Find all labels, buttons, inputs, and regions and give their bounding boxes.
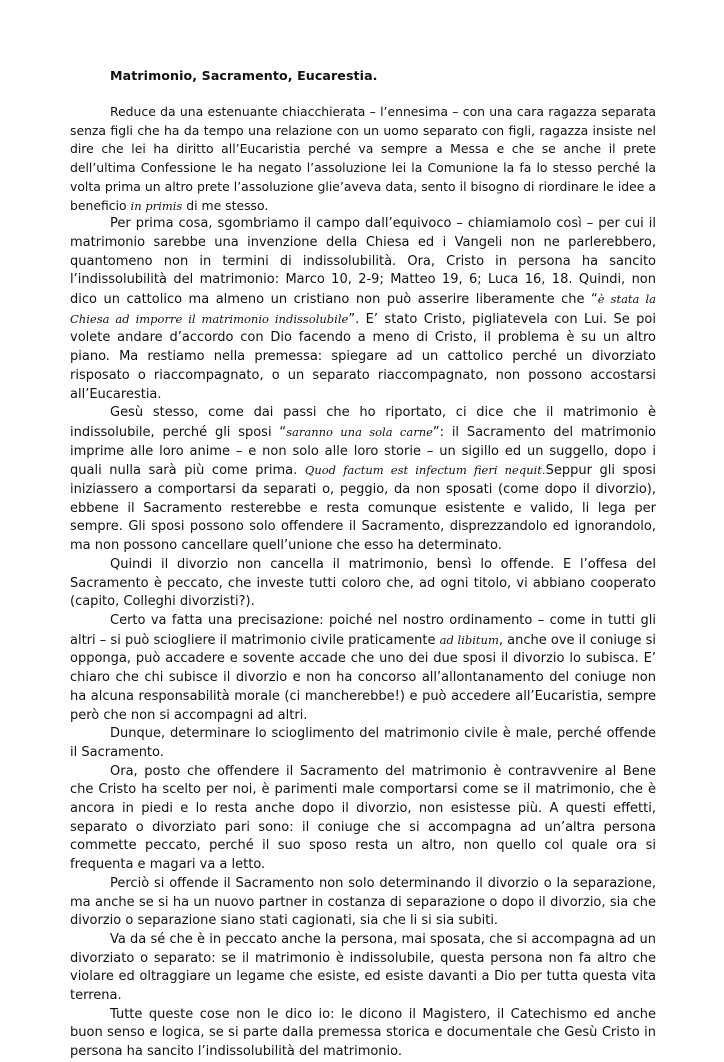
paragraph-3-text-a: Gesù stesso, come dai passi che ho riportato, ci dice che il matrimonio è indissolubile, perché gli sposi “	[70, 405, 656, 440]
paragraph-10: Tutte queste cose non le dico io: le dicono il Magistero, il Catechismo ed anche buon senso e logica, se si parte dalla premessa storica e documentale che Gesù Cristo in persona ha sancito l’indissolubilità del matrimonio.	[70, 1006, 656, 1060]
paragraph-4: Quindi il divorzio non cancella il matrimonio, bensì lo offende. E l’offesa del Sacramento è peccato, che investe tutti coloro che, ad ogni titolo, vi abbiano cooperato (capito, Colleghi divorzisti?).	[70, 556, 656, 610]
paragraph-3	[70, 404, 656, 556]
paragraph-5	[70, 612, 656, 725]
paragraph-2-text-b: ”. E’ stato Cristo, pigliatevela con Lui. Se poi volete andare d’accordo con Dio facendo a meno di Cristo, il problema è su un altro piano. Ma restiamo nella premessa: spiegare ad un cattolico perché un divorziato risposato o riaccompagnato, o un separato riaccompagnato, non possono accostarsi all’Eucarestia.	[70, 311, 656, 402]
paragraph-5-latin: ad libitum	[439, 632, 499, 647]
paragraph-1-text-b: di me stesso.	[182, 197, 269, 213]
paragraph-6: Dunque, determinare lo scioglimento del matrimonio civile è male, perché offende il Sacramento.	[70, 726, 656, 760]
paragraph-2	[70, 215, 656, 404]
paragraph-3-quote: saranno una sola carne	[286, 424, 433, 439]
paragraph-3-latin: Quod factum est infectum fieri nequit.	[304, 463, 546, 478]
document-body	[70, 103, 656, 1062]
paragraph-2-quote: è stata la Chiesa ad imporre il matrimonio indissolubile	[70, 292, 656, 326]
paragraph-1	[70, 103, 656, 215]
paragraph-7: Ora, posto che offendere il Sacramento del matrimonio è contravvenire al Bene che Cristo ha scelto per noi, è parimenti male comportarsi come se il matrimonio, che è ancora in piedi e lo resta anche dopo il divorzio, non esistesse più. A questi effetti, separato o divorziato pari sono: il coniuge che si accompagna ad un’altra persona commette peccato, perché il suo sposo resta un altro, non quello col quale ora si frequenta e magari va a letto.	[70, 763, 656, 873]
paragraph-1-latin: in primis	[130, 198, 183, 213]
document-title: Matrimonio, Sacramento, Eucarestia.	[110, 68, 378, 83]
paragraph-3-text-b: ”: il Sacramento del matrimonio imprime alle loro anime – e non solo alle loro storie – un sigillo ed un suggello, dopo i quali nulla sarà più come prima.	[70, 424, 657, 479]
paragraph-9: Va da sé che è in peccato anche la persona, mai sposata, che si accompagna ad un divorziato o separato: se il matrimonio è indissolubile, questa persona non fa altro che violare ed oltraggiare un legame che esiste, ed esiste davanti a Dio per tutta questa vita terrena.	[70, 931, 656, 1004]
paragraph-3-text-c: Seppur gli sposi iniziassero a comportarsi da separati o, peggio, da non sposati (come dopo il divorzio), ebbene il Sacramento resterebbe e resta comunque esistente e valido, li lega per sempre. Gli sposi possono solo offendere il Sacramento, disprezzandolo ed ignorandolo, ma non possono cancellare quell’unione che esso ha determinato.	[70, 463, 656, 554]
paragraph-5-text-a: Certo va fatta una precisazione: poiché nel nostro ordinamento – come in tutti gli altri – si può sciogliere il matrimonio civile praticamente	[70, 612, 656, 648]
paragraph-5-text-b: , anche ove il coniuge si opponga, può accadere e sovente accade che uno dei due sposi il divorzio lo subisca. E’ chiaro che chi subisce il divorzio e non ha concorso all’allontanamento del coniuge non ha alcuna responsabilità morale (ci mancherebbe!) e può accedere all’Eucaristia, sempre però che non si accompagni ad altri.	[70, 632, 656, 723]
paragraph-1-text-a: Reduce da una estenuante chiacchierata – l’ennesima – con una cara ragazza separata senza figli che ha da tempo una relazione con un uomo separato con figli, ragazza insiste nel dire che lei ha diritto all’Eucaristia perché va sempre a Messa e che se anche il prete dell’ultima Confessione le ha negato l’assoluzione lei la Comunione la fa lo stesso perché la volta prima un altro prete l’assoluzione glie’aveva data, sento il bisogno di riordinare le idee a beneficio	[70, 104, 656, 213]
paragraph-8: Perciò si offende il Sacramento non solo determinando il divorzio o la separazione, ma anche se si ha un nuovo partner in costanza di separazione o dopo il divorzio, sia che divorzio o separazione siano stati cagionati, sia che li si sia subiti.	[70, 875, 656, 929]
paragraph-2-text-a: Per prima cosa, sgombriamo il campo dall’equivoco – chiamiamolo così – per cui il matrimonio sarebbe una invenzione della Chiesa ed i Vangeli non ne parlerebbero, quantomeno non in termini di indissolubilità. Ora, Cristo in persona ha sancito l’indissolubilità del matrimonio: Marco 10, 2-9; Matteo 19, 6; Luca 16, 18. Quindi, non dico un cattolico ma almeno un cristiano non può asserire liberamente che “	[70, 216, 656, 308]
